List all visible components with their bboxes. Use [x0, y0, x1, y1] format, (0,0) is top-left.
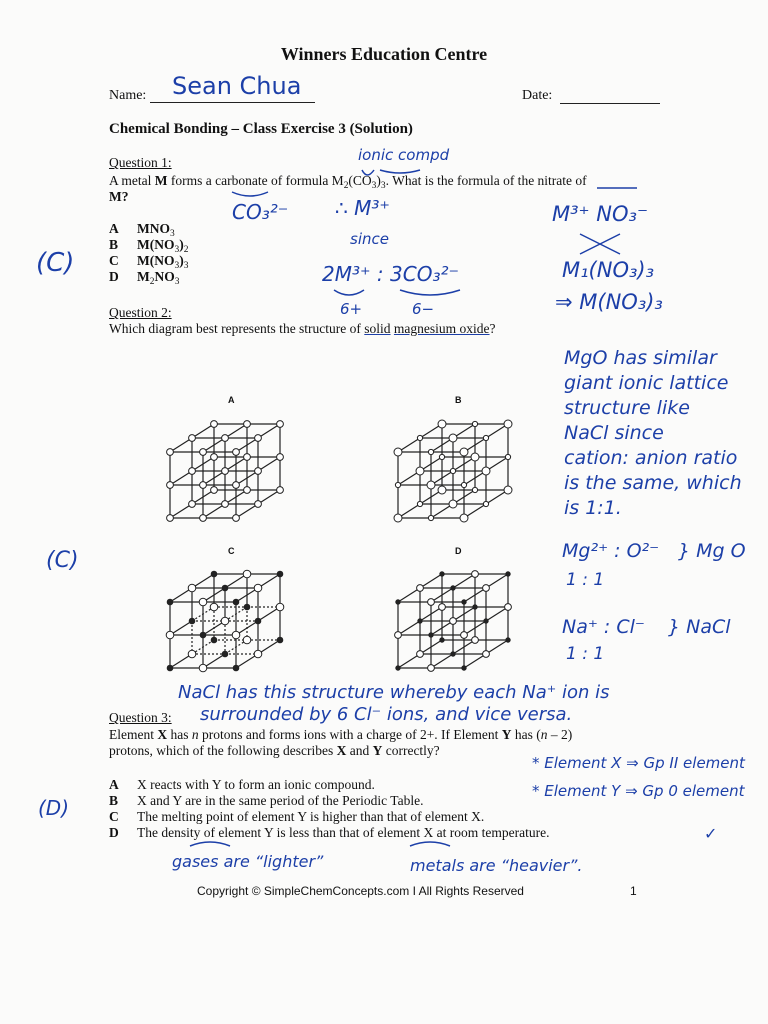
student-name: Sean Chua [172, 72, 302, 100]
page-number: 1 [630, 884, 637, 898]
q1-note-nitrate-ions: M³⁺ NO₃⁻ [552, 202, 649, 226]
q2-expl-line5: cation: anion ratio [564, 447, 738, 469]
q1-note-ratio: 2M³⁺ : 3CO₃²⁻ [322, 262, 460, 286]
q1-option-a[interactable]: A $MNO_3$ [109, 221, 175, 239]
diagram-label-c: C [228, 546, 235, 556]
q3-option-b[interactable]: B X and Y are in the same period of the Periodic Table. [109, 793, 424, 808]
q3-option-d[interactable]: D The density of element Y is less than that of element X at room temperature. [109, 825, 550, 840]
q2-text: Which diagram best represents the structure of solid magnesium oxide? [109, 321, 496, 336]
q3-note-y-group: * Element Y ⇒ Gp 0 element [532, 782, 745, 800]
q2-heading: Question 2: [109, 305, 172, 320]
q2-nacl-label: } NaCl [668, 616, 731, 638]
copyright: Copyright © SimpleChemConcepts.com I All Rights Reserved [197, 884, 524, 898]
q1-option-c[interactable]: C $M(NO_3)_3$ [109, 253, 189, 271]
q3-answer: (D) [38, 796, 70, 820]
q3-brace-gases [190, 842, 230, 846]
q3-brace-metals [410, 842, 450, 846]
diagram-label-a: A [228, 395, 235, 405]
q3-note-x-group: * Element X ⇒ Gp II element [532, 754, 745, 772]
q2-nacl-nums: 1 : 1 [566, 644, 605, 664]
q1-note-6minus: 6− [412, 300, 435, 318]
q1-option-d[interactable]: D $M_2NO_3$ [109, 269, 180, 287]
q2-expl-line7: is 1:1. [564, 497, 622, 519]
q3-option-a[interactable]: A X reacts with Y to form an ionic compound. [109, 777, 375, 792]
q2-expl-line2: giant ionic lattice [564, 372, 729, 394]
date-label: Date: [522, 88, 553, 103]
q1-option-b[interactable]: B $M(NO_3)_2$ [109, 237, 189, 255]
q3-option-c[interactable]: C The melting point of element Y is higher than that of element X. [109, 809, 485, 824]
q1-note-therefore: ∴ M³⁺ [335, 196, 390, 220]
q1-note-since: since [350, 230, 389, 248]
q2-expl-line1: MgO has similar [564, 347, 717, 369]
q2-expl-line4: NaCl since [564, 422, 664, 444]
q1-heading: Question 1: [109, 155, 172, 170]
q1-note-result: ⇒ M(NO₃)₃ [555, 290, 663, 314]
q1-note-ionic: ionic compd [358, 146, 450, 164]
q3-heading: Question 3: [109, 710, 172, 725]
q2-bottom-note-2: surrounded by 6 Cl⁻ ions, and vice versa. [200, 704, 573, 725]
diagram-label-d: D [455, 546, 462, 556]
exercise-title: Chemical Bonding – Class Exercise 3 (Solution) [109, 121, 413, 137]
q1-note-6plus: 6+ [340, 300, 363, 318]
q2-mgo-label: } Mg O [678, 540, 746, 562]
q2-answer: (C) [46, 548, 79, 573]
q1-note-m1: M₁(NO₃)₃ [562, 258, 654, 282]
name-label: Name: [109, 88, 147, 103]
q1-note-carbonate: CO₃²⁻ [232, 200, 289, 224]
q2-bottom-note-1: NaCl has this structure whereby each Na⁺ ion is [178, 682, 610, 703]
q3-note-gases: gases are “lighter” [172, 852, 324, 871]
q2-mgo-nums: 1 : 1 [566, 570, 605, 590]
diagram-label-b: B [455, 395, 462, 405]
q2-expl-line3: structure like [564, 397, 690, 419]
q3-tick: ✓ [704, 824, 718, 843]
q3-note-metals: metals are “heavier”. [410, 856, 583, 875]
q3-text: Element X has n protons and forms ions with a charge of 2+. If Element Y has (n – 2) protons, which of the following describes X and Y correctly? [109, 727, 573, 758]
q2-mgo-ratio: Mg²⁺ : O²⁻ [562, 540, 660, 562]
q2-nacl-ratio: Na⁺ : Cl⁻ [562, 616, 645, 638]
q2-expl-line6: is the same, which [564, 472, 742, 494]
centre-title: Winners Education Centre [280, 44, 488, 64]
q1-answer: (C) [36, 248, 75, 278]
q1-text: A metal M forms a carbonate of formula $M_2(CO_3)_3$. What is the formula of the nitrate of M? [109, 173, 587, 204]
